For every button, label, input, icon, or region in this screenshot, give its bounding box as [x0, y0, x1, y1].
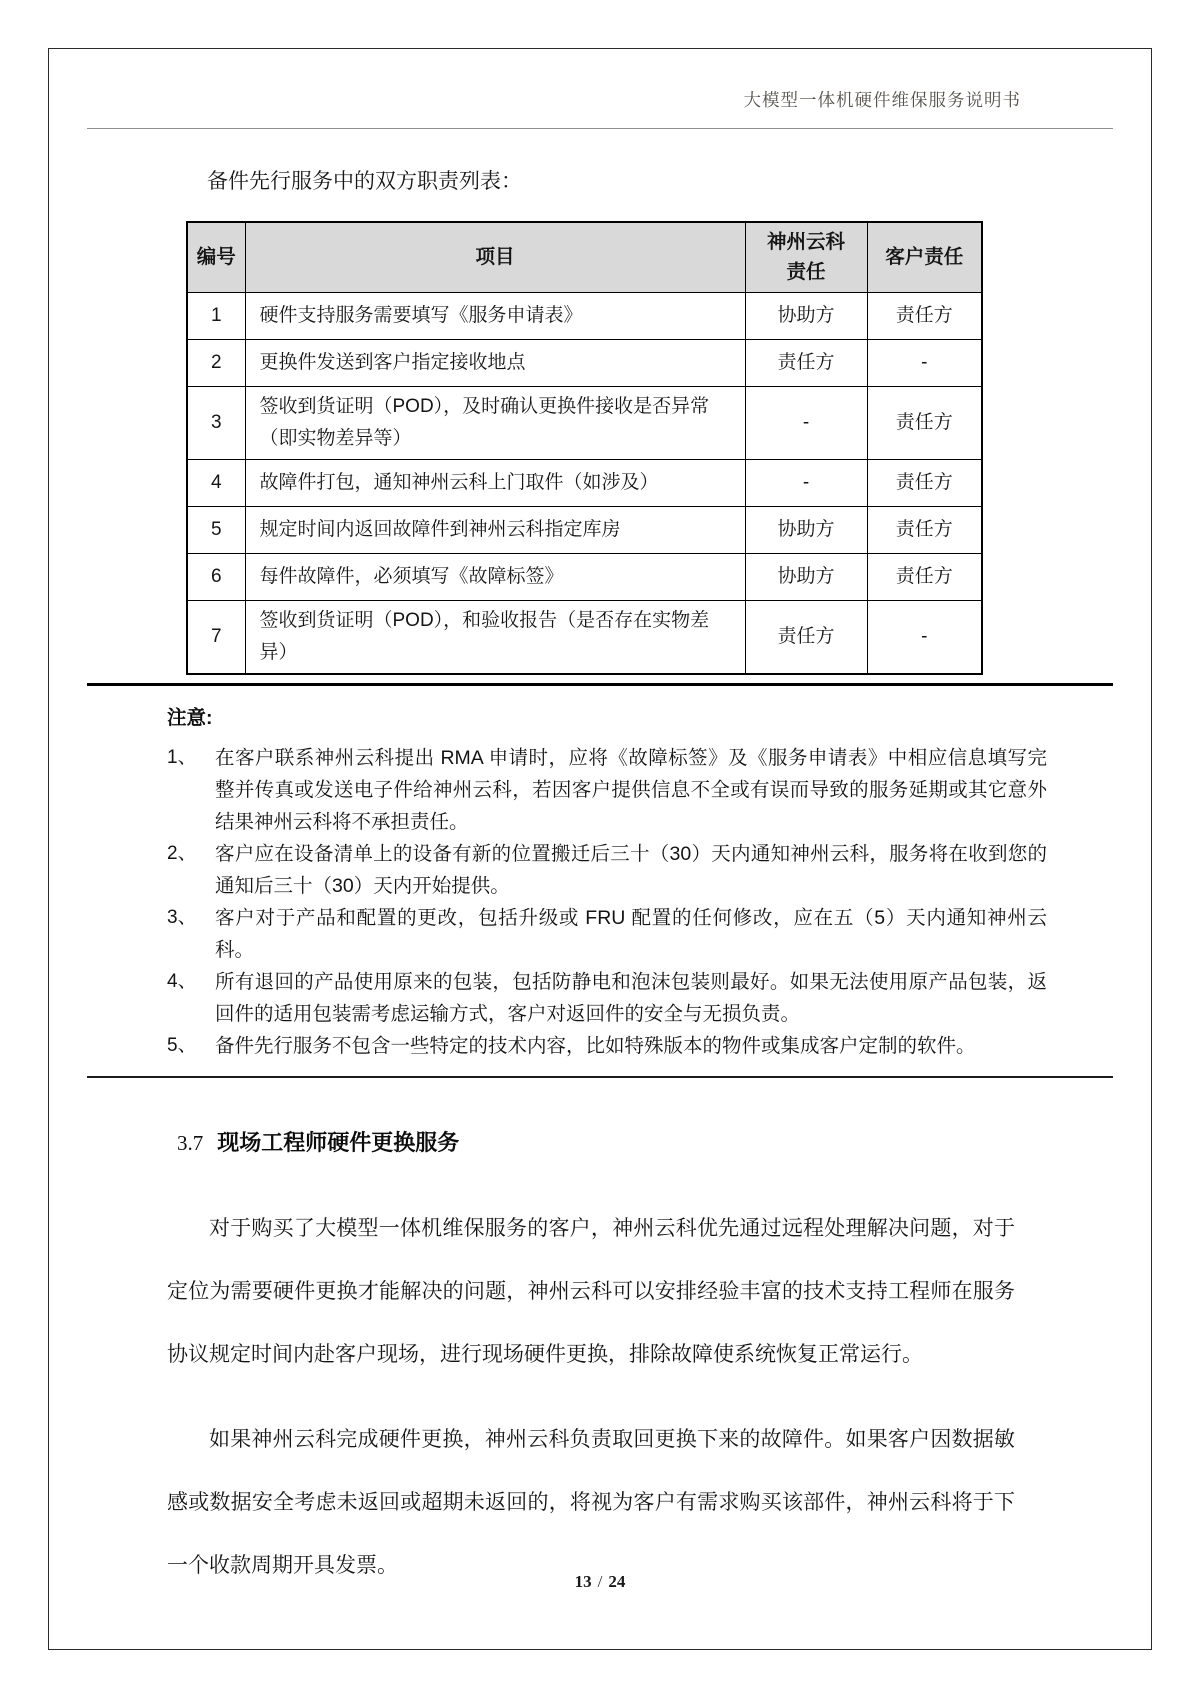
item-cell: 签收到货证明（POD），和验收报告（是否存在实物差异） [245, 600, 745, 674]
table-row [187, 292, 982, 339]
note-text: 备件先行服务不包含一些特定的技术内容，比如特殊版本的物件或集成客户定制的软件。 [215, 1034, 976, 1057]
item-cell: 故障件打包，通知神州云科上门取件（如涉及） [245, 459, 745, 506]
table-row [187, 459, 982, 506]
note-item [167, 838, 1047, 902]
table-bottom-divider [87, 683, 1113, 686]
item-cell: 更换件发送到客户指定接收地点 [245, 339, 745, 386]
dck-cell: 协助方 [745, 506, 867, 553]
note-number: 2、 [167, 842, 197, 864]
customer-cell: - [867, 339, 982, 386]
table-row [187, 339, 982, 386]
customer-cell: 责任方 [867, 386, 982, 459]
note-item [167, 966, 1047, 1030]
page-number-separator: / [597, 1572, 603, 1591]
notes-list [167, 742, 1047, 1062]
section-heading [177, 1126, 1113, 1157]
note-text: 客户应在设备清单上的设备有新的位置搬迁后三十（30）天内通知神州云科，服务将在收到您的通知后三十（30）天内开始提供。 [215, 842, 1047, 897]
customer-cell: - [867, 600, 982, 674]
row-number-cell: 3 [187, 386, 245, 459]
item-cell: 每件故障件，必须填写《故障标签》 [245, 553, 745, 600]
col-header-item: 项目 [245, 222, 745, 292]
notes-bottom-divider [87, 1076, 1113, 1078]
notes-label: 注意: [167, 706, 213, 729]
note-item [167, 742, 1047, 838]
customer-cell: 责任方 [867, 506, 982, 553]
page-footer [0, 1572, 1200, 1592]
table-header-row [187, 222, 982, 292]
row-number-cell: 7 [187, 600, 245, 674]
note-number: 3、 [167, 906, 197, 928]
dck-cell: 责任方 [745, 600, 867, 674]
item-cell: 规定时间内返回故障件到神州云科指定库房 [245, 506, 745, 553]
customer-cell: 责任方 [867, 459, 982, 506]
item-cell: 签收到货证明（POD），及时确认更换件接收是否异常（即实物差异等） [245, 386, 745, 459]
dck-cell: 责任方 [745, 339, 867, 386]
dck-cell: - [745, 386, 867, 459]
section-title: 现场工程师硬件更换服务 [217, 1129, 460, 1155]
body-paragraph: 如果神州云科完成硬件更换，神州云科负责取回更换下来的故障件。如果客户因数据敏感或数据安全考虑未返回或超期未返回的，将视为客户有需求购买该部件，神州云科将于下一个收款周期开具发票。 [167, 1427, 1015, 1577]
dck-cell: 协助方 [745, 292, 867, 339]
col-header-customer-responsibility: 客户责任 [867, 222, 982, 292]
page-number-total: 24 [608, 1572, 626, 1591]
section-number: 3.7 [177, 1130, 204, 1155]
row-number-cell: 4 [187, 459, 245, 506]
col-header-dck-line2: 责任 [786, 261, 826, 284]
col-header-dck-line1: 神州云科 [766, 231, 845, 254]
note-number: 4、 [167, 970, 197, 992]
customer-cell: 责任方 [867, 553, 982, 600]
col-header-dck-responsibility [745, 222, 867, 292]
document-header [87, 49, 1113, 129]
dck-cell: - [745, 459, 867, 506]
row-number-cell: 6 [187, 553, 245, 600]
note-number: 5、 [167, 1034, 197, 1056]
page-number-current: 13 [574, 1572, 592, 1591]
item-cell: 硬件支持服务需要填写《服务申请表》 [245, 292, 745, 339]
dck-cell: 协助方 [745, 553, 867, 600]
note-text: 在客户联系神州云科提出 RMA 申请时，应将《故障标签》及《服务申请表》中相应信息填写完整并传真或发送电子件给神州云科，若因客户提供信息不全或有误而导致的服务延期或其它意外结果神州云科将不承担责任。 [215, 746, 1047, 833]
body-paragraph: 对于购买了大模型一体机维保服务的客户，神州云科优先通过远程处理解决问题，对于定位为需要硬件更换才能解决的问题，神州云科可以安排经验丰富的技术支持工程师在服务协议规定时间内赴客户现场，进行现场硬件更换，排除故障使系统恢复正常运行。 [167, 1216, 1015, 1366]
table-row [187, 386, 982, 459]
customer-cell: 责任方 [867, 292, 982, 339]
note-item [167, 1030, 1047, 1062]
note-item [167, 902, 1047, 966]
row-number-cell: 2 [187, 339, 245, 386]
row-number-cell: 5 [187, 506, 245, 553]
table-row [187, 506, 982, 553]
intro-line: 备件先行服务中的双方职责列表： [207, 170, 522, 193]
note-text: 客户对于产品和配置的更改，包括升级或 FRU 配置的任何修改，应在五（5）天内通知神州云科。 [215, 906, 1047, 961]
note-number: 1、 [167, 746, 197, 768]
col-header-number: 编号 [187, 222, 245, 292]
responsibilities-table [186, 221, 983, 675]
table-row [187, 600, 982, 674]
note-text: 所有退回的产品使用原来的包装，包括防静电和泡沫包装则最好。如果无法使用原产品包装，返回件的适用包装需考虑运输方式，客户对返回件的安全与无损负责。 [215, 970, 1047, 1025]
table-row [187, 553, 982, 600]
header-title: 大模型一体机硬件维保服务说明书 [743, 90, 1021, 110]
row-number-cell: 1 [187, 292, 245, 339]
page-frame [48, 48, 1152, 1650]
